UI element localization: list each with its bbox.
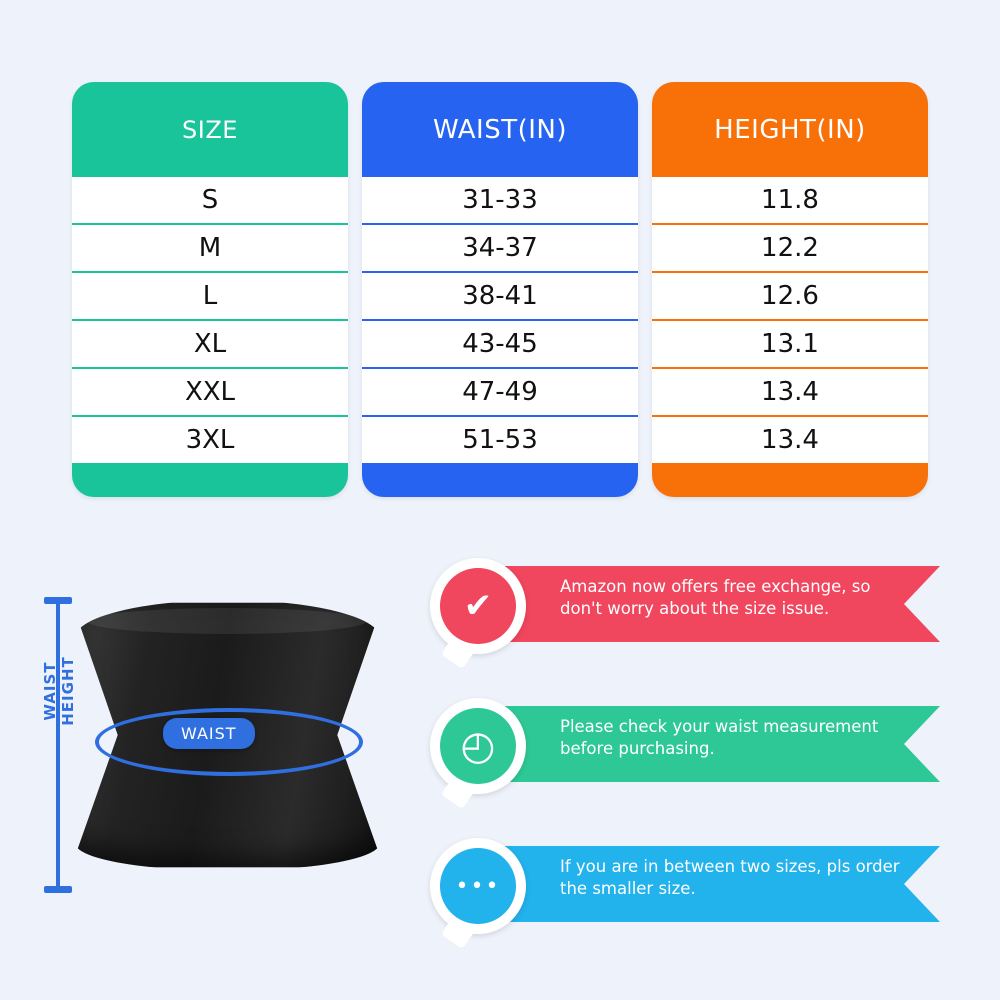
table-cell: 13.4 [652, 417, 928, 463]
note-item [430, 558, 940, 648]
table-cell: 13.4 [652, 369, 928, 415]
table-cell: 51-53 [362, 417, 638, 463]
table-cell: 13.1 [652, 321, 928, 367]
note-item [430, 698, 940, 788]
table-cell: L [72, 273, 348, 319]
height-column-footer [652, 465, 928, 497]
size-column-cells [72, 177, 348, 463]
height-column-cells [652, 177, 928, 463]
size-column [72, 82, 348, 497]
note-text: Please check your waist measurement before purchasing. [560, 717, 879, 759]
waist-column-header: WAIST(IN) [432, 114, 568, 145]
note-text: Amazon now offers free exchange, so don't worry about the size issue. [560, 577, 871, 619]
chat-bubble-icon: ••• [440, 848, 516, 924]
table-cell: 47-49 [362, 369, 638, 415]
belt-highlight [87, 608, 367, 634]
table-cell: 3XL [72, 417, 348, 463]
table-cell: XXL [72, 369, 348, 415]
size-chart-table [72, 82, 928, 497]
height-column [652, 82, 928, 497]
waist-column-cells [362, 177, 638, 463]
table-cell: S [72, 177, 348, 223]
table-cell: XL [72, 321, 348, 367]
product-diagram [10, 555, 430, 975]
note-text: If you are in between two sizes, pls order the smaller size. [560, 857, 900, 899]
ruler-cap-bottom-icon [44, 886, 72, 893]
height-column-header: HEIGHT(IN) [714, 114, 866, 145]
waist-height-label: WAIST HEIGHT [41, 656, 77, 726]
table-cell: 11.8 [652, 177, 928, 223]
table-cell: 12.2 [652, 225, 928, 271]
note-item [430, 838, 940, 928]
size-column-footer [72, 465, 348, 497]
table-cell: 31-33 [362, 177, 638, 223]
table-cell: 12.6 [652, 273, 928, 319]
clock-icon: ◴ [440, 708, 516, 784]
table-cell: 34-37 [362, 225, 638, 271]
waist-column [362, 82, 638, 497]
table-cell: 43-45 [362, 321, 638, 367]
waist-column-footer [362, 465, 638, 497]
size-column-header: SIZE [182, 115, 238, 144]
waist-trainer-image [75, 600, 380, 885]
lightbulb-icon: ✔ [440, 568, 516, 644]
table-cell: M [72, 225, 348, 271]
waist-label: WAIST [163, 718, 255, 749]
table-cell: 38-41 [362, 273, 638, 319]
notes-list [430, 548, 990, 968]
waist-height-ruler [40, 595, 77, 895]
